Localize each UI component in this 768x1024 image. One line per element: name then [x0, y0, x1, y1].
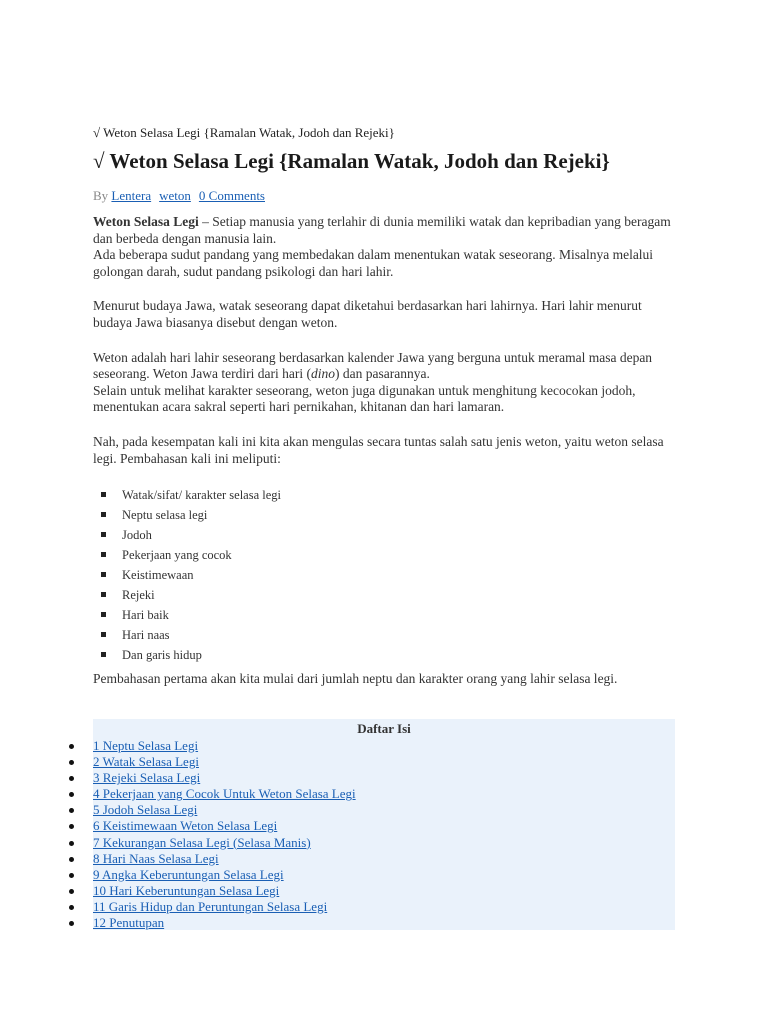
- round-bullet-icon: [69, 760, 74, 765]
- square-bullet-icon: [101, 572, 106, 577]
- toc-link[interactable]: 1 Neptu Selasa Legi: [93, 738, 199, 753]
- square-bullet-icon: [101, 512, 106, 517]
- paragraph-weton-definition-b: ) dan pasarannya.: [334, 366, 430, 382]
- square-bullet-icon: [101, 492, 106, 497]
- topics-list: [93, 485, 677, 665]
- topic-list-item: [93, 565, 677, 585]
- topic-list-item: [93, 505, 677, 525]
- topic-label: Keistimewaan: [122, 568, 194, 583]
- category-link[interactable]: weton: [159, 188, 191, 203]
- topic-list-item: [93, 585, 677, 605]
- square-bullet-icon: [101, 532, 106, 537]
- topic-label: Jodoh: [122, 528, 152, 543]
- article-body: [93, 214, 677, 706]
- topic-list-item: [93, 605, 677, 625]
- breadcrumb: √ Weton Selasa Legi {Ramalan Watak, Jodoh dan Rejeki}: [93, 125, 395, 140]
- topic-label: Hari baik: [122, 608, 169, 623]
- round-bullet-icon: [69, 744, 74, 749]
- toc-link[interactable]: 3 Rejeki Selasa Legi: [93, 770, 201, 786]
- author-link[interactable]: Lentera: [111, 188, 152, 203]
- toc-item: [93, 802, 675, 818]
- round-bullet-icon: [69, 857, 74, 862]
- dino-term: dino: [310, 366, 335, 382]
- toc-title: Daftar Isi: [357, 721, 411, 736]
- topic-list-item: [93, 525, 677, 545]
- topic-label: Watak/sifat/ karakter selasa legi: [122, 488, 281, 503]
- intro-keyword: Weton Selasa Legi: [93, 214, 199, 229]
- topic-label: Rejeki: [122, 588, 155, 603]
- round-bullet-icon: [69, 889, 74, 894]
- round-bullet-icon: [69, 873, 74, 878]
- toc-list: [93, 738, 675, 931]
- post-meta: [93, 188, 265, 204]
- round-bullet-icon: [69, 808, 74, 813]
- round-bullet-icon: [69, 921, 74, 926]
- paragraph-overview: Nah, pada kesempatan kali ini kita akan mengulas secara tuntas salah satu jenis weton, yaitu weton selasa legi. Pembahasan kali ini meliputi:: [93, 433, 664, 466]
- square-bullet-icon: [101, 592, 106, 597]
- toc-link[interactable]: 8 Hari Naas Selasa Legi: [93, 850, 219, 866]
- toc-item: [93, 818, 675, 834]
- toc-item: [93, 915, 675, 931]
- toc-link[interactable]: 10 Hari Keberuntungan Selasa Legi: [93, 882, 280, 898]
- topic-list-item: [93, 645, 677, 665]
- toc-link[interactable]: 9 Angka Keberuntungan Selasa Legi: [93, 866, 284, 882]
- paragraph-first-topic: Pembahasan pertama akan kita mulai dari jumlah neptu dan karakter orang yang lahir selasa legi.: [93, 671, 618, 687]
- intro-text: – Setiap manusia yang terlahir di dunia memiliki watak dan kepribadian yang beragam dan berbeda dengan manusia lain.: [93, 214, 671, 246]
- toc-link[interactable]: 2 Watak Selasa Legi: [93, 754, 199, 770]
- toc-link[interactable]: 7 Kekurangan Selasa Legi (Selasa Manis): [93, 834, 311, 850]
- intro-paragraph-2: Ada beberapa sudut pandang yang membedakan dalam menentukan watak seseorang. Misalnya melalui golongan darah, sudut pandang psikologi dan hari lahir.: [93, 247, 654, 279]
- intro-paragraph: [93, 214, 677, 247]
- square-bullet-icon: [101, 552, 106, 557]
- round-bullet-icon: [69, 776, 74, 781]
- toc-item: [93, 754, 675, 770]
- topic-list-item: [93, 625, 677, 645]
- round-bullet-icon: [69, 905, 74, 910]
- toc-item: [93, 899, 675, 915]
- toc-item: [93, 883, 675, 899]
- toc-item: [93, 835, 675, 851]
- round-bullet-icon: [69, 824, 74, 829]
- square-bullet-icon: [101, 632, 106, 637]
- round-bullet-icon: [69, 792, 74, 797]
- square-bullet-icon: [101, 612, 106, 617]
- paragraph-weton-culture: Menurut budaya Jawa, watak seseorang dapat diketahui berdasarkan hari lahirnya. Hari lahir menurut budaya Jawa biasanya disebut dengan weton.: [93, 298, 642, 330]
- toc-link[interactable]: 11 Garis Hidup dan Peruntungan Selasa Legi: [93, 898, 328, 914]
- by-label: By: [93, 188, 109, 203]
- topic-label: Pekerjaan yang cocok: [122, 548, 232, 563]
- paragraph-weton-uses: Selain untuk melihat karakter seseorang, weton juga digunakan untuk menghitung kecocokan jodoh, menentukan acara sakral seperti hari pernikahan, khitanan dan hari lamaran.: [93, 382, 636, 415]
- round-bullet-icon: [69, 841, 74, 846]
- toc-item: [93, 786, 675, 802]
- topic-label: Hari naas: [122, 628, 170, 643]
- toc-item: [93, 738, 675, 754]
- toc-item: [93, 851, 675, 867]
- square-bullet-icon: [101, 652, 106, 657]
- paragraph-weton-definition: [93, 350, 677, 383]
- topic-label: Dan garis hidup: [122, 648, 202, 663]
- table-of-contents: [93, 719, 675, 930]
- toc-item: [93, 867, 675, 883]
- topic-list-item: [93, 485, 677, 505]
- page-title: √ Weton Selasa Legi {Ramalan Watak, Jodoh dan Rejeki}: [93, 149, 610, 173]
- topic-list-item: [93, 545, 677, 565]
- toc-link[interactable]: 4 Pekerjaan yang Cocok Untuk Weton Selasa Legi: [93, 786, 356, 802]
- toc-link[interactable]: 6 Keistimewaan Weton Selasa Legi: [93, 818, 278, 834]
- toc-item: [93, 770, 675, 786]
- topic-label: Neptu selasa legi: [122, 508, 208, 523]
- comments-link[interactable]: 0 Comments: [198, 188, 265, 203]
- toc-link[interactable]: 5 Jodoh Selasa Legi: [93, 802, 198, 818]
- paragraph-weton-definition-a: Weton adalah hari lahir seseorang berdasarkan kalender Jawa yang berguna untuk meramal masa depan seseorang. Weton Jawa terdiri dari hari (: [93, 349, 653, 382]
- toc-link[interactable]: 12 Penutupan: [93, 915, 165, 931]
